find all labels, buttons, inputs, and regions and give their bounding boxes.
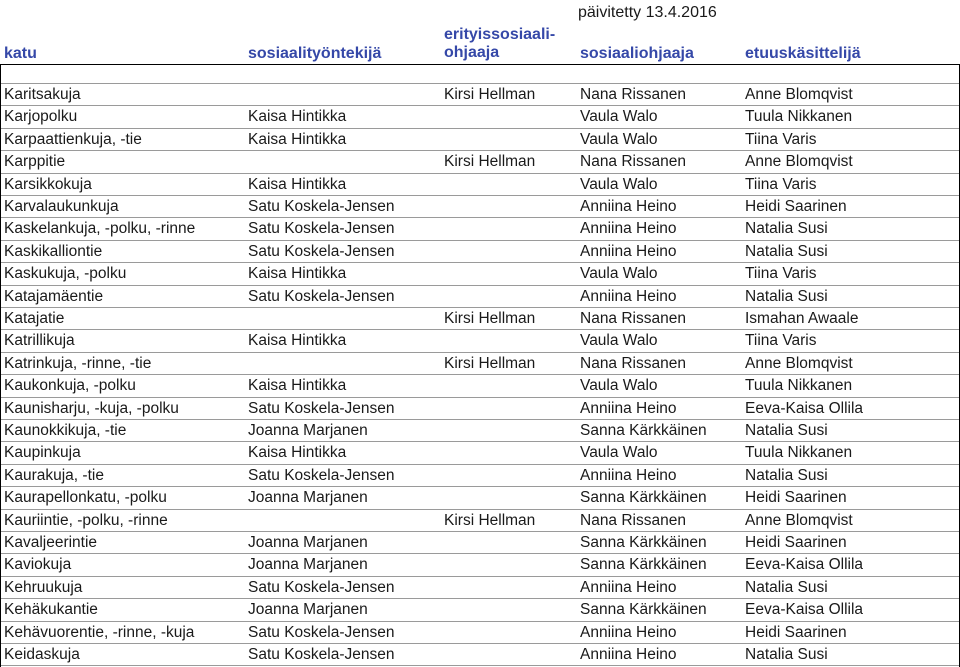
- table-row: [0, 554, 960, 576]
- cell-street: Karitsakuja: [4, 86, 81, 103]
- cell-street: Kaurakuja, -tie: [4, 466, 104, 484]
- cell-sosiaalityontekija: Satu Koskela-Jensen: [248, 220, 395, 238]
- cell-etuuskasittelija: Eeva-Kaisa Ollila: [745, 601, 864, 619]
- table-row: [0, 129, 960, 151]
- cell-street: Kaunokkikuja, -tie: [4, 422, 127, 439]
- table-row: [0, 375, 960, 397]
- cell-sosiaalityontekija: Satu Koskela-Jensen: [248, 466, 395, 484]
- cell-street: Kehruukuja: [4, 578, 83, 596]
- cell-street: Karpaattienkuja, -tie: [4, 130, 142, 148]
- cell-street: Karjopolku: [4, 108, 78, 126]
- cell-etuuskasittelija: Tiina Varis: [745, 175, 817, 193]
- cell-etuuskasittelija: Anne Blomqvist: [745, 511, 853, 529]
- cell-sosiaaliohjaaja: Anniina Heino: [580, 578, 677, 596]
- cell-etuuskasittelija: Tiina Varis: [745, 265, 817, 283]
- table-row: [0, 196, 960, 218]
- cell-street: Kaskukuja, -polku: [4, 265, 127, 283]
- cell-etuuskasittelija: Heidi Saarinen: [745, 534, 847, 551]
- cell-street: Kaviokuja: [4, 556, 72, 574]
- cell-etuuskasittelija: Anne Blomqvist: [745, 354, 853, 372]
- cell-etuuskasittelija: Tuula Nikkanen: [745, 444, 853, 462]
- cell-sosiaalityontekija: Satu Koskela-Jensen: [248, 287, 395, 305]
- cell-sosiaaliohjaaja: Vaula Walo: [580, 265, 658, 283]
- table-row: [0, 174, 960, 196]
- header-sosiaalityontekija: sosiaalityöntekijä: [248, 45, 382, 62]
- cell-street: Katrillikuja: [4, 332, 75, 350]
- cell-etuuskasittelija: Anne Blomqvist: [745, 153, 853, 171]
- table-row: [0, 106, 960, 128]
- table-row: [0, 263, 960, 285]
- cell-street: Kaskikalliontie: [4, 242, 103, 260]
- cell-etuuskasittelija: Natalia Susi: [745, 578, 828, 596]
- table-row: [0, 644, 960, 666]
- cell-sosiaalityontekija: Kaisa Hintikka: [248, 332, 347, 350]
- header-erityissosiaaliohjaaja: [444, 26, 555, 62]
- table-row: [0, 510, 960, 532]
- cell-erityissosiaaliohjaaja: Kirsi Hellman: [444, 153, 536, 171]
- cell-etuuskasittelija: Tiina Varis: [745, 332, 817, 350]
- cell-etuuskasittelija: Ismahan Awaale: [745, 310, 859, 327]
- cell-sosiaalityontekija: Kaisa Hintikka: [248, 377, 347, 395]
- cell-sosiaaliohjaaja: Sanna Kärkkäinen: [580, 489, 707, 507]
- cell-sosiaaliohjaaja: Anniina Heino: [580, 198, 677, 215]
- cell-sosiaalityontekija: Joanna Marjanen: [248, 534, 368, 551]
- table-row: [0, 420, 960, 442]
- header-erityis-line2: ohjaaja: [444, 44, 500, 61]
- cell-etuuskasittelija: Natalia Susi: [745, 220, 828, 238]
- cell-etuuskasittelija: Natalia Susi: [745, 646, 828, 663]
- cell-sosiaaliohjaaja: Vaula Walo: [580, 175, 658, 193]
- table-row: [0, 84, 960, 106]
- cell-erityissosiaaliohjaaja: Kirsi Hellman: [444, 511, 536, 529]
- cell-erityissosiaaliohjaaja: Kirsi Hellman: [444, 310, 536, 327]
- cell-sosiaalityontekija: Satu Koskela-Jensen: [248, 578, 395, 596]
- header-etuuskasittelija: etuuskäsittelijä: [745, 45, 861, 62]
- cell-sosiaaliohjaaja: Anniina Heino: [580, 287, 677, 305]
- cell-etuuskasittelija: Tiina Varis: [745, 130, 817, 148]
- blank-row: [0, 64, 960, 84]
- cell-sosiaalityontekija: Joanna Marjanen: [248, 556, 368, 574]
- cell-sosiaalityontekija: Kaisa Hintikka: [248, 130, 347, 148]
- cell-street: Kaunisharju, -kuja, -polku: [4, 399, 179, 417]
- cell-sosiaalityontekija: Kaisa Hintikka: [248, 444, 347, 462]
- cell-erityissosiaaliohjaaja: Kirsi Hellman: [444, 354, 536, 372]
- table-row: [0, 442, 960, 464]
- cell-etuuskasittelija: Anne Blomqvist: [745, 86, 853, 103]
- cell-sosiaaliohjaaja: Vaula Walo: [580, 444, 658, 462]
- cell-street: Kauriintie, -polku, -rinne: [4, 511, 168, 529]
- table-row: [0, 577, 960, 599]
- cell-sosiaaliohjaaja: Anniina Heino: [580, 466, 677, 484]
- cell-sosiaalityontekija: Satu Koskela-Jensen: [248, 242, 395, 260]
- cell-sosiaaliohjaaja: Nana Rissanen: [580, 511, 686, 529]
- cell-street: Kaukonkuja, -polku: [4, 377, 136, 395]
- cell-sosiaaliohjaaja: Anniina Heino: [580, 242, 677, 260]
- cell-sosiaaliohjaaja: Vaula Walo: [580, 108, 658, 126]
- cell-sosiaalityontekija: Joanna Marjanen: [248, 601, 368, 619]
- cell-sosiaaliohjaaja: Sanna Kärkkäinen: [580, 601, 707, 619]
- header-katu: katu: [4, 45, 37, 62]
- cell-etuuskasittelija: Eeva-Kaisa Ollila: [745, 556, 864, 574]
- cell-street: Kaupinkuja: [4, 444, 81, 462]
- table-row: [0, 622, 960, 644]
- table-row: [0, 353, 960, 375]
- cell-etuuskasittelija: Tuula Nikkanen: [745, 377, 853, 395]
- cell-sosiaaliohjaaja: Sanna Kärkkäinen: [580, 556, 707, 574]
- cell-sosiaaliohjaaja: Sanna Kärkkäinen: [580, 534, 707, 551]
- cell-street: Keidaskuja: [4, 646, 80, 663]
- cell-sosiaaliohjaaja: Vaula Walo: [580, 130, 658, 148]
- cell-etuuskasittelija: Tuula Nikkanen: [745, 108, 853, 126]
- cell-etuuskasittelija: Natalia Susi: [745, 466, 828, 484]
- cell-etuuskasittelija: Heidi Saarinen: [745, 623, 847, 641]
- cell-street: Kaurapellonkatu, -polku: [4, 489, 167, 507]
- cell-sosiaalityontekija: Kaisa Hintikka: [248, 175, 347, 193]
- cell-sosiaalityontekija: Satu Koskela-Jensen: [248, 646, 395, 663]
- cell-sosiaaliohjaaja: Anniina Heino: [580, 646, 677, 663]
- cell-street: Karppitie: [4, 153, 66, 171]
- cell-sosiaalityontekija: Satu Koskela-Jensen: [248, 198, 395, 215]
- cell-sosiaalityontekija: Joanna Marjanen: [248, 489, 368, 507]
- cell-etuuskasittelija: Natalia Susi: [745, 242, 828, 260]
- cell-street: Kehävuorentie, -rinne, -kuja: [4, 623, 195, 641]
- cell-sosiaaliohjaaja: Vaula Walo: [580, 377, 658, 395]
- cell-etuuskasittelija: Natalia Susi: [745, 422, 828, 439]
- cell-sosiaaliohjaaja: Nana Rissanen: [580, 354, 686, 372]
- table-row: [0, 308, 960, 330]
- cell-street: Kavaljeerintie: [4, 534, 98, 551]
- table-row: [0, 286, 960, 308]
- updated-date: päivitetty 13.4.2016: [578, 4, 717, 21]
- cell-etuuskasittelija: Heidi Saarinen: [745, 198, 847, 215]
- cell-etuuskasittelija: Natalia Susi: [745, 287, 828, 305]
- table-border-left: [0, 64, 1, 667]
- cell-etuuskasittelija: Heidi Saarinen: [745, 489, 847, 507]
- cell-sosiaalityontekija: Kaisa Hintikka: [248, 265, 347, 283]
- cell-street: Kaskelankuja, -polku, -rinne: [4, 220, 196, 238]
- table-row: [0, 398, 960, 420]
- cell-erityissosiaaliohjaaja: Kirsi Hellman: [444, 86, 536, 103]
- cell-street: Karsikkokuja: [4, 175, 92, 193]
- cell-street: Katrinkuja, -rinne, -tie: [4, 354, 152, 372]
- cell-street: Katajatie: [4, 310, 65, 327]
- table-row: [0, 465, 960, 487]
- table-row: [0, 151, 960, 173]
- table-row: [0, 241, 960, 263]
- cell-street: Karvalaukunkuja: [4, 198, 119, 215]
- table-row: [0, 599, 960, 621]
- cell-sosiaalityontekija: Satu Koskela-Jensen: [248, 623, 395, 641]
- cell-sosiaalityontekija: Satu Koskela-Jensen: [248, 399, 395, 417]
- cell-sosiaaliohjaaja: Anniina Heino: [580, 220, 677, 238]
- cell-sosiaalityontekija: Kaisa Hintikka: [248, 108, 347, 126]
- cell-sosiaaliohjaaja: Anniina Heino: [580, 399, 677, 417]
- cell-sosiaaliohjaaja: Nana Rissanen: [580, 153, 686, 171]
- table-row: [0, 487, 960, 509]
- cell-sosiaaliohjaaja: Anniina Heino: [580, 623, 677, 641]
- table-row: [0, 330, 960, 352]
- cell-street: Kehäkukantie: [4, 601, 98, 619]
- cell-sosiaalityontekija: Joanna Marjanen: [248, 422, 368, 439]
- table-row: [0, 218, 960, 240]
- cell-street: Katajamäentie: [4, 287, 104, 305]
- header-erityis-line1: erityissosiaali-: [444, 26, 556, 43]
- table-row: [0, 532, 960, 554]
- cell-sosiaaliohjaaja: Nana Rissanen: [580, 86, 686, 103]
- cell-sosiaaliohjaaja: Nana Rissanen: [580, 310, 686, 327]
- header-sosiaaliohjaaja: sosiaaliohjaaja: [580, 45, 694, 62]
- cell-sosiaaliohjaaja: Sanna Kärkkäinen: [580, 422, 707, 439]
- cell-etuuskasittelija: Eeva-Kaisa Ollila: [745, 399, 864, 417]
- cell-sosiaaliohjaaja: Vaula Walo: [580, 332, 658, 350]
